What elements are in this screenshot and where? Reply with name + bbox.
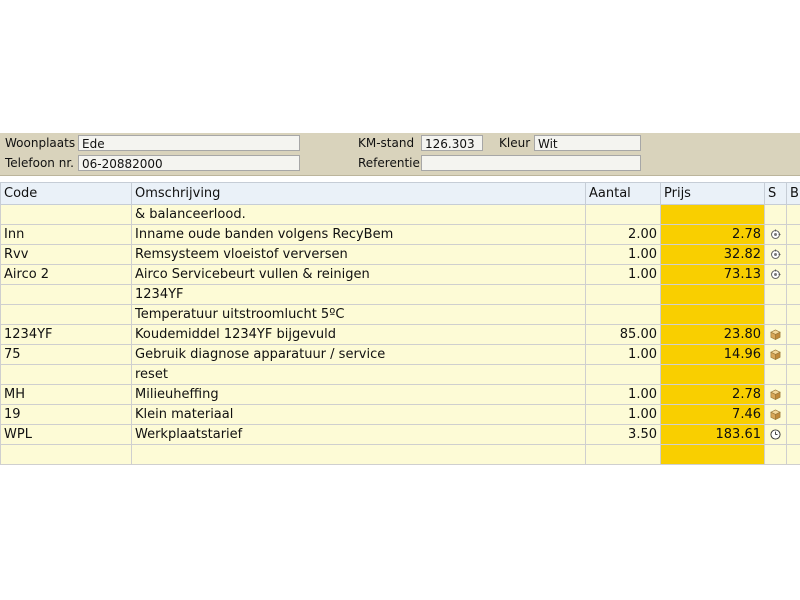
cell-prijs[interactable] bbox=[661, 205, 765, 225]
box-icon[interactable] bbox=[770, 329, 781, 340]
referentie-label: Referentie bbox=[358, 156, 420, 170]
cell-omschrijving[interactable]: Gebruik diagnose apparatuur / service bbox=[132, 345, 586, 365]
cell-aantal[interactable]: 1.00 bbox=[586, 265, 661, 285]
gear-icon[interactable] bbox=[770, 249, 781, 260]
cell-omschrijving[interactable]: Remsysteem vloeistof verversen bbox=[132, 245, 586, 265]
cell-s[interactable] bbox=[765, 225, 787, 245]
telefoon-field[interactable]: 06-20882000 bbox=[78, 155, 300, 171]
cell-omschrijving[interactable]: Koudemiddel 1234YF bijgevuld bbox=[132, 325, 586, 345]
table-row[interactable] bbox=[1, 385, 800, 405]
cell-omschrijving[interactable] bbox=[132, 445, 586, 465]
woonplaats-field[interactable]: Ede bbox=[78, 135, 300, 151]
cell-s[interactable] bbox=[765, 345, 787, 365]
cell-omschrijving[interactable]: Inname oude banden volgens RecyBem bbox=[132, 225, 586, 245]
cell-s[interactable] bbox=[765, 285, 787, 305]
cell-code[interactable]: WPL bbox=[1, 425, 132, 445]
cell-omschrijving[interactable]: 1234YF bbox=[132, 285, 586, 305]
cell-prijs[interactable]: 14.96 bbox=[661, 345, 765, 365]
cell-aantal[interactable]: 2.00 bbox=[586, 225, 661, 245]
woonplaats-label: Woonplaats bbox=[5, 136, 76, 150]
cell-aantal[interactable] bbox=[586, 445, 661, 465]
referentie-field[interactable] bbox=[421, 155, 641, 171]
cell-b[interactable] bbox=[787, 405, 800, 425]
cell-aantal[interactable] bbox=[586, 305, 661, 325]
cell-b[interactable] bbox=[787, 365, 800, 385]
km-stand-field[interactable]: 126.303 bbox=[421, 135, 483, 151]
cell-b[interactable] bbox=[787, 385, 800, 405]
table-row[interactable] bbox=[1, 225, 800, 245]
table-row[interactable] bbox=[1, 405, 800, 425]
cell-code[interactable]: 75 bbox=[1, 345, 132, 365]
cell-s[interactable] bbox=[765, 445, 787, 465]
cell-code[interactable] bbox=[1, 445, 132, 465]
cell-b[interactable] bbox=[787, 425, 800, 445]
telefoon-label: Telefoon nr. bbox=[5, 156, 74, 170]
cell-prijs[interactable] bbox=[661, 365, 765, 385]
cell-code[interactable] bbox=[1, 365, 132, 385]
cell-s[interactable] bbox=[765, 385, 787, 405]
gear-icon[interactable] bbox=[770, 269, 781, 280]
column-header-aantal[interactable]: Aantal bbox=[586, 183, 661, 205]
cell-aantal[interactable]: 1.00 bbox=[586, 245, 661, 265]
cell-s[interactable] bbox=[765, 325, 787, 345]
cell-s[interactable] bbox=[765, 205, 787, 225]
cell-prijs[interactable]: 23.80 bbox=[661, 325, 765, 345]
cell-b[interactable] bbox=[787, 345, 800, 365]
cell-b[interactable] bbox=[787, 265, 800, 285]
cell-aantal[interactable]: 3.50 bbox=[586, 425, 661, 445]
invoice-lines-table bbox=[0, 182, 800, 465]
column-header-code[interactable]: Code bbox=[1, 183, 132, 205]
cell-code[interactable] bbox=[1, 285, 132, 305]
table-row[interactable] bbox=[1, 245, 800, 265]
cell-b[interactable] bbox=[787, 305, 800, 325]
column-header-b[interactable]: B bbox=[787, 183, 800, 205]
table-row[interactable] bbox=[1, 445, 800, 465]
cell-omschrijving[interactable]: Airco Servicebeurt vullen & reinigen bbox=[132, 265, 586, 285]
cell-aantal[interactable] bbox=[586, 365, 661, 385]
cell-code[interactable]: MH bbox=[1, 385, 132, 405]
cell-s[interactable] bbox=[765, 405, 787, 425]
box-icon[interactable] bbox=[770, 349, 781, 360]
cell-omschrijving[interactable]: Milieuheffing bbox=[132, 385, 586, 405]
cell-aantal[interactable]: 1.00 bbox=[586, 385, 661, 405]
column-header-omschrijving[interactable]: Omschrijving bbox=[132, 183, 586, 205]
kleur-field[interactable]: Wit bbox=[534, 135, 641, 151]
cell-s[interactable] bbox=[765, 305, 787, 325]
cell-b[interactable] bbox=[787, 225, 800, 245]
cell-prijs[interactable]: 2.78 bbox=[661, 225, 765, 245]
table-row[interactable] bbox=[1, 345, 800, 365]
cell-prijs[interactable]: 32.82 bbox=[661, 245, 765, 265]
cell-omschrijving[interactable]: Temperatuur uitstroomlucht 5ºC bbox=[132, 305, 586, 325]
cell-omschrijving[interactable]: & balanceerlood. bbox=[132, 205, 586, 225]
cell-code[interactable]: Rvv bbox=[1, 245, 132, 265]
table-row[interactable] bbox=[1, 285, 800, 305]
cell-aantal[interactable]: 1.00 bbox=[586, 405, 661, 425]
cell-code[interactable]: Airco 2 bbox=[1, 265, 132, 285]
cell-prijs[interactable]: 2.78 bbox=[661, 385, 765, 405]
cell-prijs[interactable] bbox=[661, 305, 765, 325]
cell-omschrijving[interactable]: reset bbox=[132, 365, 586, 385]
cell-code[interactable] bbox=[1, 305, 132, 325]
gear-icon[interactable] bbox=[770, 229, 781, 240]
table-row[interactable] bbox=[1, 325, 800, 345]
cell-code[interactable]: 1234YF bbox=[1, 325, 132, 345]
table-row[interactable] bbox=[1, 365, 800, 385]
cell-b[interactable] bbox=[787, 205, 800, 225]
cell-prijs[interactable]: 73.13 bbox=[661, 265, 765, 285]
cell-b[interactable] bbox=[787, 445, 800, 465]
table-header-row bbox=[1, 183, 800, 205]
cell-aantal[interactable] bbox=[586, 205, 661, 225]
clock-icon[interactable] bbox=[770, 429, 781, 440]
cell-code[interactable]: 19 bbox=[1, 405, 132, 425]
cell-s[interactable] bbox=[765, 425, 787, 445]
table-row[interactable] bbox=[1, 205, 800, 225]
cell-s[interactable] bbox=[765, 245, 787, 265]
cell-b[interactable] bbox=[787, 325, 800, 345]
cell-b[interactable] bbox=[787, 245, 800, 265]
cell-aantal[interactable]: 1.00 bbox=[586, 345, 661, 365]
cell-b[interactable] bbox=[787, 285, 800, 305]
cell-prijs[interactable] bbox=[661, 285, 765, 305]
cell-prijs[interactable]: 7.46 bbox=[661, 405, 765, 425]
box-icon[interactable] bbox=[770, 409, 781, 420]
cell-s[interactable] bbox=[765, 365, 787, 385]
cell-code[interactable]: Inn bbox=[1, 225, 132, 245]
column-header-s[interactable]: S bbox=[765, 183, 787, 205]
cell-code[interactable] bbox=[1, 205, 132, 225]
table-row[interactable] bbox=[1, 305, 800, 325]
km-stand-label: KM-stand bbox=[358, 136, 415, 150]
kleur-label: Kleur bbox=[499, 136, 531, 150]
cell-s[interactable] bbox=[765, 265, 787, 285]
cell-prijs[interactable]: 183.61 bbox=[661, 425, 765, 445]
table-row[interactable] bbox=[1, 425, 800, 445]
table-row[interactable] bbox=[1, 265, 800, 285]
column-header-prijs[interactable]: Prijs bbox=[661, 183, 765, 205]
box-icon[interactable] bbox=[770, 389, 781, 400]
cell-aantal[interactable]: 85.00 bbox=[586, 325, 661, 345]
cell-aantal[interactable] bbox=[586, 285, 661, 305]
cell-prijs[interactable] bbox=[661, 445, 765, 465]
cell-omschrijving[interactable]: Klein materiaal bbox=[132, 405, 586, 425]
customer-form bbox=[0, 133, 800, 176]
cell-omschrijving[interactable]: Werkplaatstarief bbox=[132, 425, 586, 445]
